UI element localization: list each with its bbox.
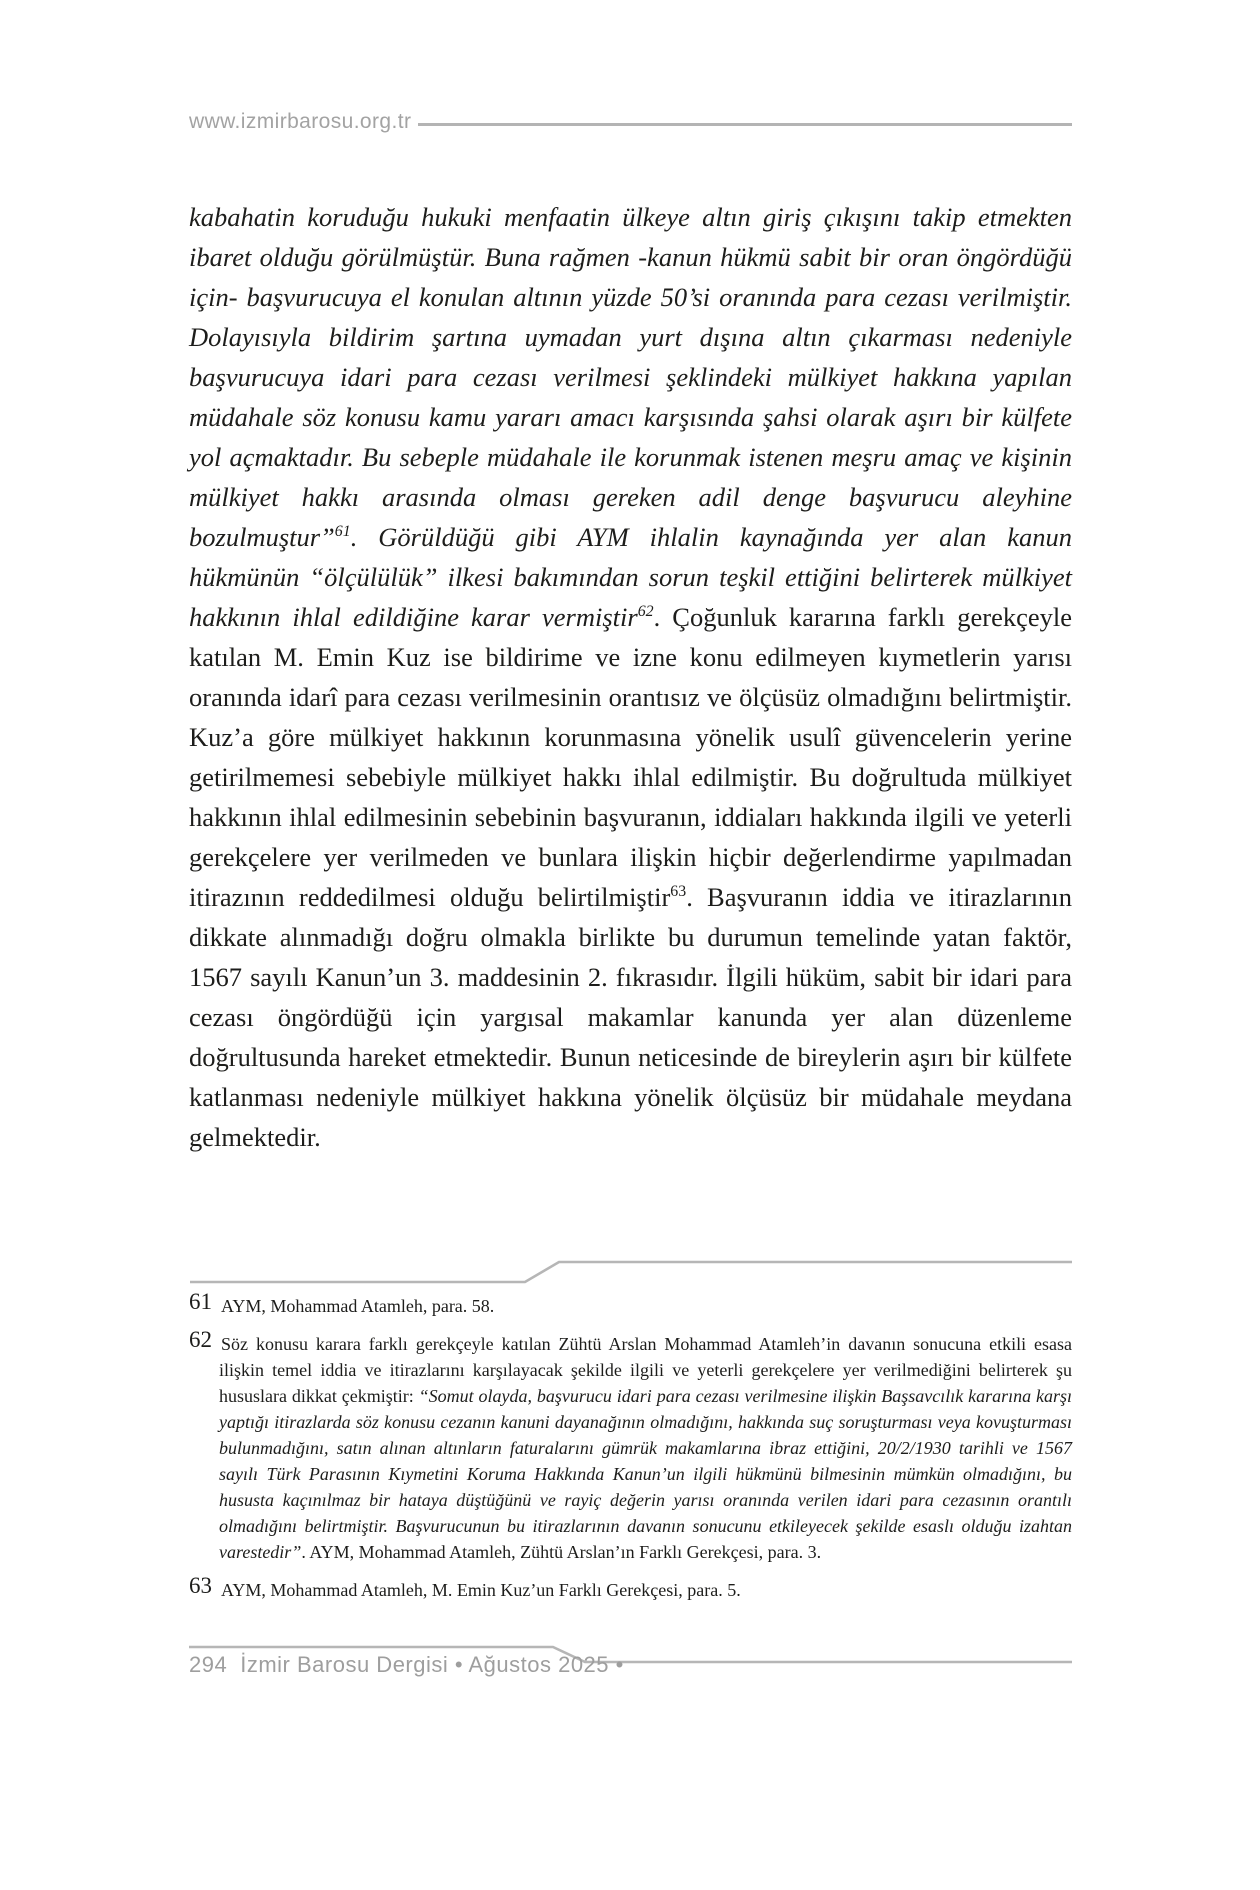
footnote-text: AYM, Mohammad Atamleh, M. Emin Kuz’un Farklı Gerekçesi, para. 5. [221,1580,741,1600]
footnote-separator-rule [189,1254,1072,1288]
footnote-text: AYM, Mohammad Atamleh, para. 58. [221,1296,495,1316]
page-header [189,110,1072,134]
footnote-number: 62 [189,1327,212,1352]
page-number: 294 [189,1652,228,1677]
header-url: www.izmirbarosu.org.tr [189,110,412,133]
footnote-text: Söz konusu karara farklı gerekçeyle katılan Zühtü Arslan Mohammad Atamleh’in davanın sonucuna etkili esasa ilişkin temel iddia ve itirazlarını karşılayacak şekilde ilgili ve yeterli gerekçelere yer verilmediğini belirterek şu hususlara dikkat çekmiştir: “Somut olayda, başvurucu idari para cezası verilmesine ilişkin Başsavcılık kararına karşı yaptığı itirazlarda söz konusu cezanın kanuni dayanağının olmadığını, hakkında suç soruşturması veya kovuşturması bulunmadığını, satın alınan altınların faturalarını gümrük makamlarına ibraz ettiğini, 20/2/1930 tarihli ve 1567 sayılı Türk Parasının Kıymetini Koruma Hakkında Kanun’un ilgili hükmünü bilmesinin mümkün olmadığını, bu hususta kaçınılmaz bir hataya düştüğünü ve rayiç değerin yarısı oranında verilen idari para cezasının orantılı olmadığını belirtmiştir. Başvurucunun bu itirazlarının davanın sonucunu etkileyecek şekilde esaslı olduğu izahtan varestedir”. AYM, Mohammad Atamleh, Zühtü Arslan’ın Farklı Gerekçesi, para. 3. [219,1334,1072,1562]
footnote-61 [189,1289,1072,1319]
footnote-number: 63 [189,1573,212,1598]
footnote-63 [189,1573,1072,1603]
header-rule [418,123,1072,126]
footnote-number: 61 [189,1289,212,1314]
footnotes-section [189,1289,1072,1603]
journal-title-line: İzmir Barosu Dergisi • Ağustos 2025 • [240,1652,624,1677]
footnote-62 [189,1327,1072,1565]
page-footer [189,1652,624,1678]
body-text: kabahatin koruduğu hukuki menfaatin ülkeye altın giriş çıkışını takip etmekten ibaret olduğu görülmüştür. Buna rağmen -kanun hükmü sabit bir oran öngördüğü için- başvurucuya el konulan altının yüzde 50’si oranında para cezası verilmiştir. Dolayısıyla bildirim şartına uymadan yurt dışına altın çıkarması nedeniyle başvurucuya idari para cezası verilmesi şeklindeki mülkiyet hakkına yapılan müdahale söz konusu kamu yararı amacı karşısında şahsi olarak aşırı bir külfete yol açmaktadır. Bu sebeple müdahale ile korunmak istenen meşru amaç ve kişinin mülkiyet hakkı arasında olması gereken adil denge başvurucu aleyhine bozulmuştur”$^{61}$. Görüldüğü gibi AYM ihlalin kaynağında yer alan kanun hükmünün “ölçülülük” ilkesi bakımından sorun teşkil ettiğini belirterek mülkiyet hakkının ihlal edildiğine karar vermiştir$^{62}$. Çoğunluk kararına farklı gerekçeyle katılan M. Emin Kuz ise bildirime ve izne konu edilmeyen kıymetlerin yarısı oranında idarî para cezası verilmesinin orantısız ve ölçüsüz olmadığını belirtmiştir. Kuz’a göre mülkiyet hakkının korunmasına yönelik usulî güvencelerin yerine getirilmemesi sebebiyle mülkiyet hakkı ihlal edilmiştir. Bu doğrultuda mülkiyet hakkının ihlal edilmesinin sebebinin başvuranın, iddiaları hakkında ilgili ve yeterli gerekçelere yer verilmeden ve bunlara ilişkin hiçbir değerlendirme yapılmadan itirazının reddedilmesi olduğu belirtilmiştir$^{63}$. Başvuranın iddia ve itirazlarının dikkate alınmadığı doğru olmakla birlikte bu durumun temelinde yatan faktör, 1567 sayılı Kanun’un 3. maddesinin 2. fıkrasıdır. İlgili hüküm, sabit bir idari para cezası öngördüğü için yargısal makamlar kanunda yer alan düzenleme doğrultusunda hareket etmektedir. Bunun neticesinde de bireylerin aşırı bir külfete katlanması nedeniyle mülkiyet hakkına yönelik ölçüsüz bir müdahale meydana gelmektedir. [189,202,1072,1152]
